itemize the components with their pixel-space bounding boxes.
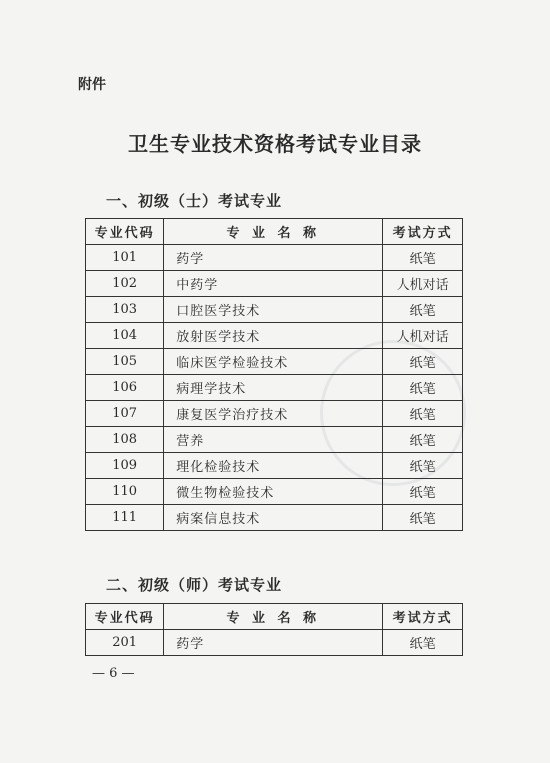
table-row (86, 349, 463, 375)
table-row (86, 427, 463, 453)
page-number: — 6 — (92, 666, 135, 681)
cell-name: 病案信息技术 (164, 505, 383, 531)
section-heading-2: 二、初级（师）考试专业 (106, 576, 283, 594)
cell-code: 201 (86, 630, 164, 656)
table-section-1 (85, 218, 463, 531)
page-title: 卫生专业技术资格考试专业目录 (128, 132, 422, 156)
header-name: 专 业 名 称 (164, 604, 383, 630)
cell-name: 临床医学检验技术 (164, 349, 383, 375)
cell-code: 111 (86, 505, 164, 531)
header-method: 考试方式 (383, 219, 463, 245)
cell-code: 108 (86, 427, 164, 453)
cell-name: 口腔医学技术 (164, 297, 383, 323)
cell-method: 纸笔 (383, 349, 463, 375)
table-row (86, 453, 463, 479)
table-header-row (86, 604, 463, 630)
header-code: 专业代码 (86, 219, 164, 245)
cell-method: 纸笔 (383, 401, 463, 427)
cell-method: 纸笔 (383, 505, 463, 531)
header-code: 专业代码 (86, 604, 164, 630)
cell-code: 103 (86, 297, 164, 323)
table-row (86, 297, 463, 323)
cell-method: 纸笔 (383, 630, 463, 656)
cell-method: 纸笔 (383, 245, 463, 271)
cell-name: 微生物检验技术 (164, 479, 383, 505)
cell-method: 纸笔 (383, 297, 463, 323)
cell-code: 109 (86, 453, 164, 479)
table-row (86, 505, 463, 531)
table-row (86, 630, 463, 656)
cell-name: 营养 (164, 427, 383, 453)
cell-code: 101 (86, 245, 164, 271)
cell-method: 纸笔 (383, 479, 463, 505)
header-name: 专 业 名 称 (164, 219, 383, 245)
cell-method: 人机对话 (383, 323, 463, 349)
section-heading-1: 一、初级（士）考试专业 (106, 192, 283, 210)
cell-name: 病理学技术 (164, 375, 383, 401)
cell-code: 104 (86, 323, 164, 349)
header-method: 考试方式 (383, 604, 463, 630)
cell-code: 105 (86, 349, 164, 375)
cell-code: 107 (86, 401, 164, 427)
cell-name: 药学 (164, 630, 383, 656)
table-row (86, 479, 463, 505)
table-row (86, 401, 463, 427)
table-header-row (86, 219, 463, 245)
cell-name: 理化检验技术 (164, 453, 383, 479)
table-row (86, 245, 463, 271)
table-row (86, 323, 463, 349)
cell-method: 纸笔 (383, 375, 463, 401)
cell-method: 人机对话 (383, 271, 463, 297)
cell-method: 纸笔 (383, 427, 463, 453)
cell-code: 110 (86, 479, 164, 505)
table-section-2 (85, 603, 463, 656)
cell-method: 纸笔 (383, 453, 463, 479)
cell-name: 药学 (164, 245, 383, 271)
cell-name: 康复医学治疗技术 (164, 401, 383, 427)
cell-code: 102 (86, 271, 164, 297)
table-row (86, 375, 463, 401)
cell-name: 放射医学技术 (164, 323, 383, 349)
attachment-label: 附件 (78, 77, 106, 93)
cell-code: 106 (86, 375, 164, 401)
table-row (86, 271, 463, 297)
cell-name: 中药学 (164, 271, 383, 297)
